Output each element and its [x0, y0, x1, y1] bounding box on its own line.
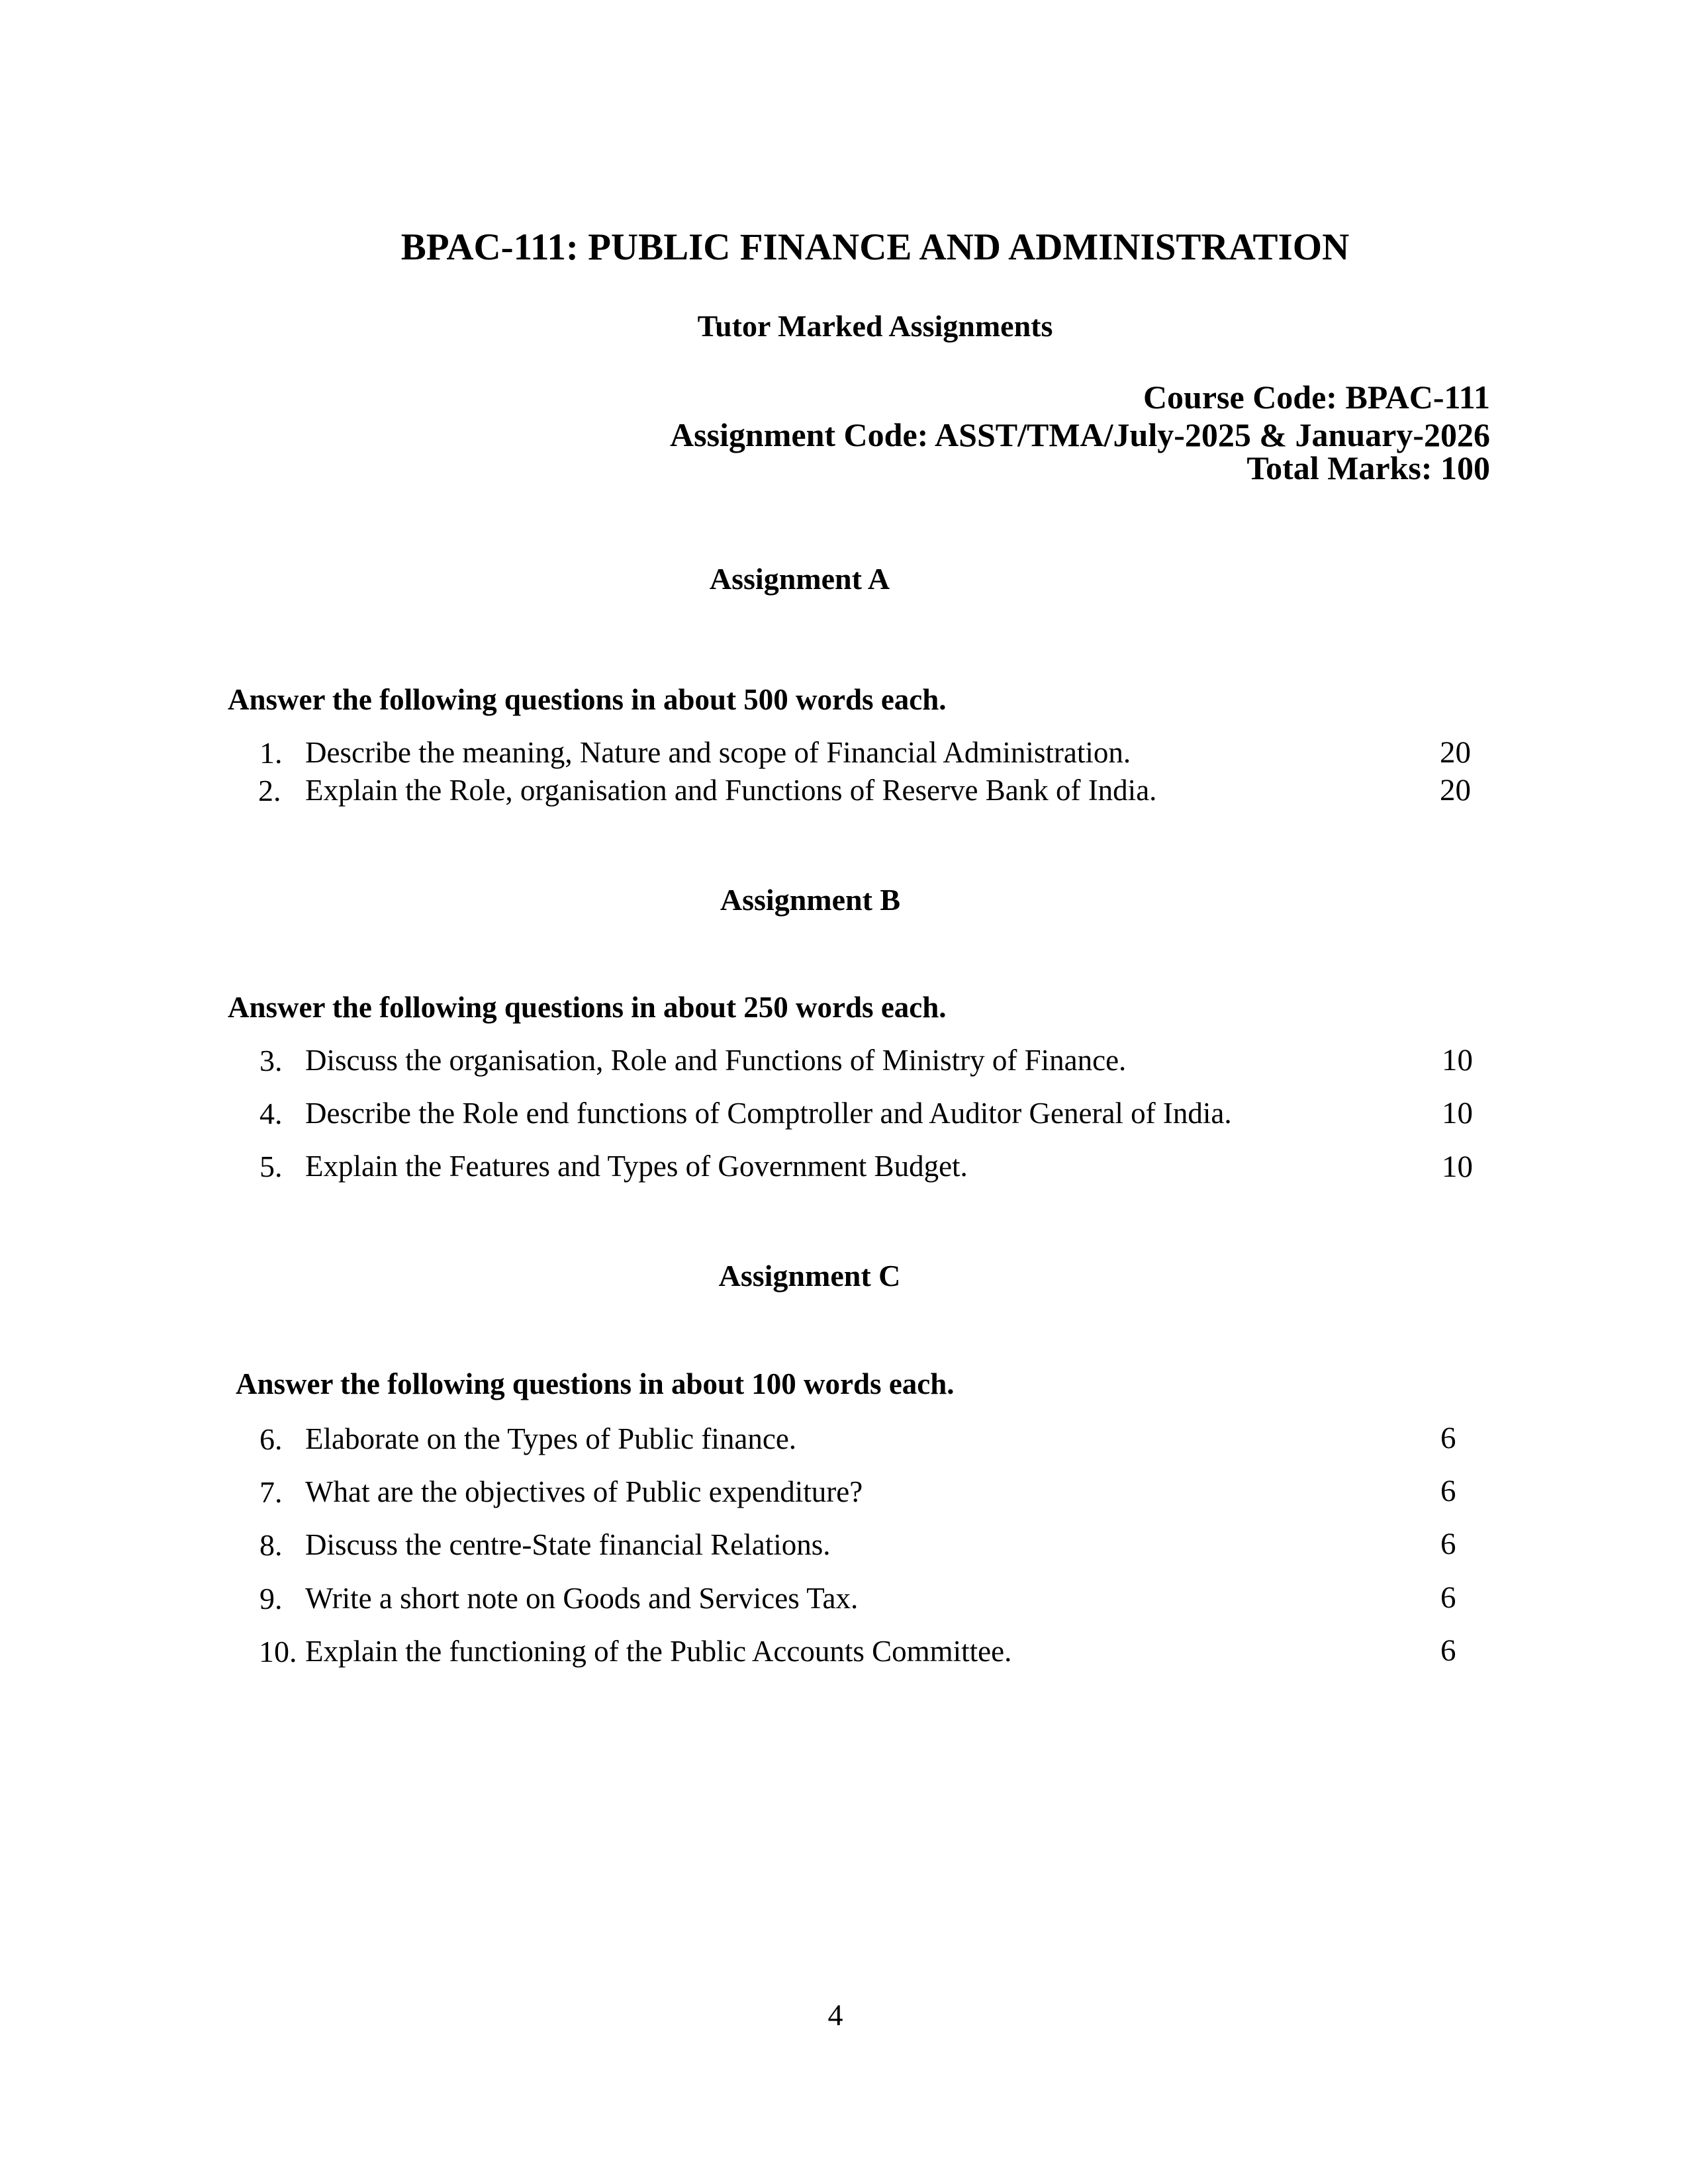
section-instruction-c: Answer the following questions in about 100 words each. [236, 1367, 955, 1400]
question-number: 8. [259, 1528, 283, 1562]
question-number: 6. [259, 1422, 283, 1456]
section-instruction-b: Answer the following questions in about 250 words each. [228, 991, 947, 1024]
course-code: Course Code: BPAC-111 [1143, 379, 1490, 416]
question-text: Explain the Role, organisation and Functions of Reserve Bank of India. [305, 774, 1157, 807]
total-marks: Total Marks: 100 [1246, 449, 1490, 486]
section-heading-assignment-a: Assignment A [709, 562, 890, 596]
question-marks: 10 [1442, 1150, 1473, 1184]
document-subtitle: Tutor Marked Assignments [697, 309, 1053, 343]
question-marks: 20 [1440, 735, 1471, 770]
question-text: Discuss the centre-State financial Relations. [305, 1528, 831, 1561]
section-heading-assignment-c: Assignment C [718, 1259, 901, 1293]
question-text: Write a short note on Goods and Services Tax. [305, 1582, 859, 1615]
question-number: 10. [259, 1635, 297, 1668]
question-marks: 6 [1440, 1580, 1456, 1615]
assignment-code: Assignment Code: ASST/TMA/July-2025 & January-2026 [670, 416, 1490, 453]
question-marks: 6 [1440, 1421, 1456, 1455]
question-text: What are the objectives of Public expenditure? [305, 1475, 863, 1508]
question-number: 5. [259, 1150, 283, 1183]
question-text: Discuss the organisation, Role and Functions of Ministry of Finance. [305, 1044, 1127, 1077]
document-title: BPAC-111: PUBLIC FINANCE AND ADMINISTRATION [400, 226, 1350, 268]
question-marks: 10 [1442, 1096, 1473, 1130]
question-number: 7. [259, 1475, 283, 1509]
section-instruction-a: Answer the following questions in about 500 words each. [228, 683, 947, 716]
question-text: Explain the functioning of the Public Accounts Committee. [305, 1635, 1012, 1668]
question-text: Describe the Role end functions of Comptroller and Auditor General of India. [305, 1097, 1232, 1130]
section-heading-assignment-b: Assignment B [720, 883, 901, 917]
question-marks: 20 [1440, 773, 1471, 807]
question-marks: 6 [1440, 1474, 1456, 1508]
question-text: Describe the meaning, Nature and scope of Financial Administration. [305, 736, 1131, 769]
question-text: Elaborate on the Types of Public finance. [305, 1422, 797, 1455]
question-number: 4. [259, 1097, 283, 1130]
question-number: 9. [259, 1582, 283, 1615]
question-marks: 6 [1440, 1633, 1456, 1668]
question-text: Explain the Features and Types of Government Budget. [305, 1150, 968, 1183]
question-number: 2. [258, 774, 281, 807]
question-number: 3. [259, 1044, 283, 1077]
page-number: 4 [827, 1998, 843, 2032]
question-marks: 10 [1442, 1043, 1473, 1077]
question-number: 1. [259, 736, 283, 770]
question-marks: 6 [1440, 1527, 1456, 1561]
